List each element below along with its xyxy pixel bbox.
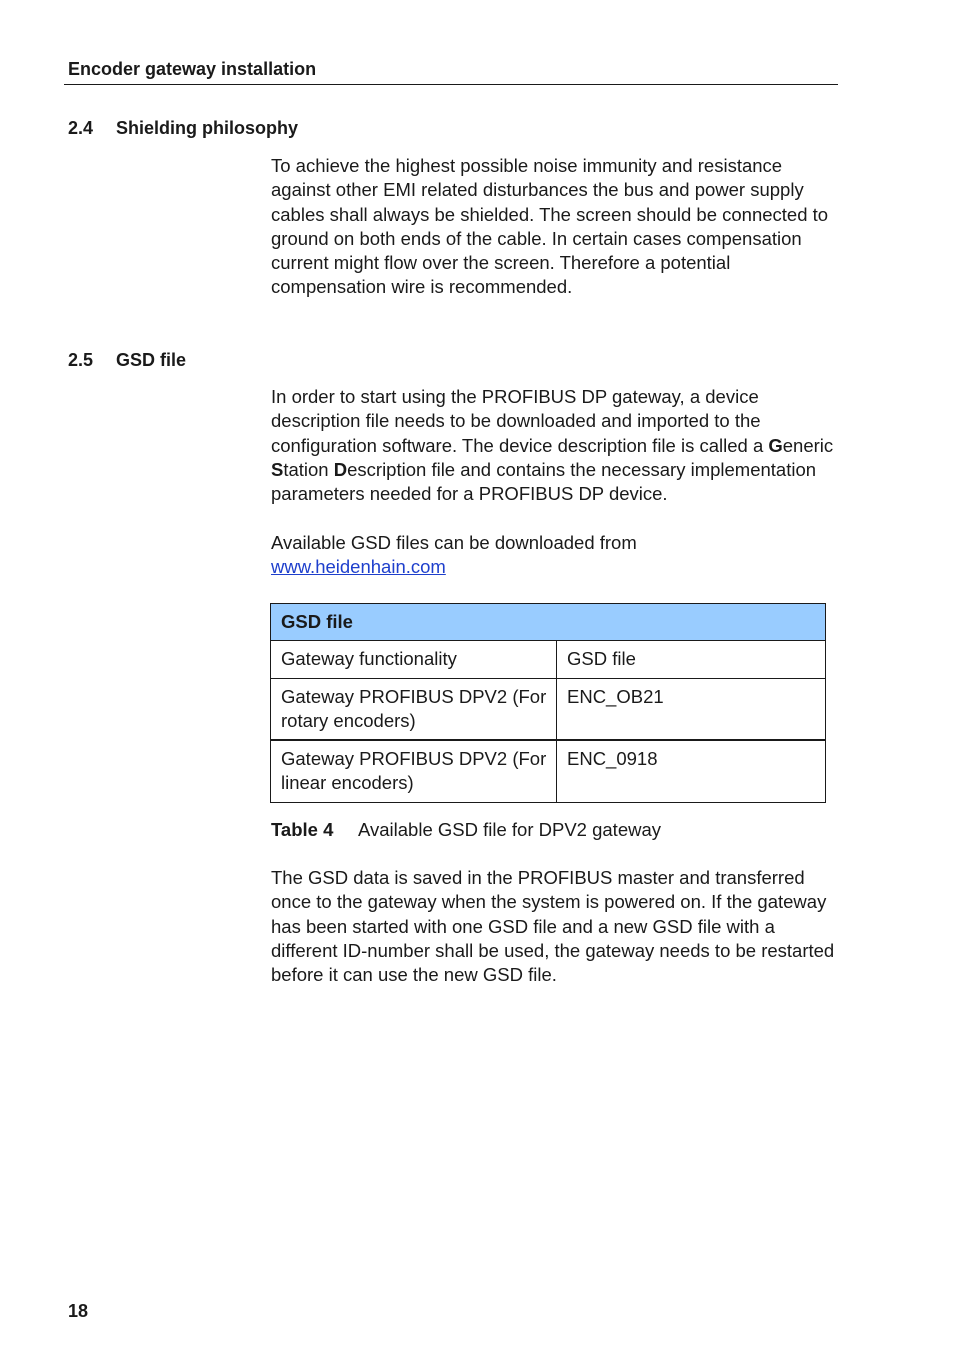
- intro-text: In order to start using the PROFIBUS DP gateway, a device description file needs to be downloaded and imported to the configuration software. The device description file is called a: [271, 386, 769, 456]
- table-cell: ENC_OB21: [557, 678, 826, 740]
- table-cell: ENC_0918: [557, 740, 826, 802]
- table-row: [271, 678, 826, 740]
- section-heading-2-5: [68, 349, 186, 371]
- acronym-letter-s: S: [271, 458, 284, 480]
- gsd-intro-paragraph: [271, 385, 839, 506]
- download-paragraph: [271, 531, 839, 580]
- shielding-paragraph: To achieve the highest possible noise immunity and resistance against other EMI related disturbances the bus and power supply cables shall always be shielded. The screen should be connected to ground on both ends of the cable. In certain cases compensation current might flow over the screen. Therefore a potential compensation wire is recommended.: [271, 155, 829, 298]
- download-text: Available GSD files can be downloaded from: [271, 532, 637, 553]
- table-cell: Gateway PROFIBUS DPV2 (For linear encoders): [271, 740, 557, 802]
- table-row: [271, 641, 826, 678]
- heidenhain-link[interactable]: www.heidenhain.com: [271, 556, 446, 578]
- section-number: 2.5: [68, 350, 94, 370]
- table-caption: [271, 818, 661, 842]
- gsd-file-table: [270, 603, 826, 803]
- intro-text: eneric: [782, 434, 834, 456]
- section-title: Shielding philosophy: [116, 118, 298, 138]
- table-cell: GSD file: [557, 641, 826, 678]
- running-header: [64, 58, 838, 85]
- acronym-letter-d: D: [333, 458, 348, 480]
- table-row: [271, 740, 826, 802]
- section-number: 2.4: [68, 118, 94, 138]
- section-heading-2-4: [68, 117, 298, 139]
- header-title: Encoder gateway installation: [68, 59, 317, 79]
- table-cell: Gateway PROFIBUS DPV2 (For rotary encoders): [271, 678, 557, 740]
- gsd-closing-paragraph: The GSD data is saved in the PROFIBUS master and transferred once to the gateway when the system is powered on. If the gateway has been started with one GSD file and a new GSD file with a different ID-number shall be used, the gateway needs to be restarted before it can use the new GSD file.: [271, 867, 835, 986]
- acronym-letter-g: G: [768, 434, 783, 456]
- intro-text: escription file and contains the necessary implementation parameters needed for a PROFIBUS DP device.: [271, 458, 817, 505]
- intro-text: tation: [283, 458, 334, 480]
- table-title-row: [271, 604, 826, 641]
- caption-text: Available GSD file for DPV2 gateway: [358, 819, 662, 840]
- page-number: 18: [68, 1301, 89, 1321]
- table-title: GSD file: [271, 604, 826, 641]
- table-cell: Gateway functionality: [271, 641, 557, 678]
- section-title: GSD file: [116, 350, 187, 370]
- caption-label: Table 4: [271, 819, 334, 840]
